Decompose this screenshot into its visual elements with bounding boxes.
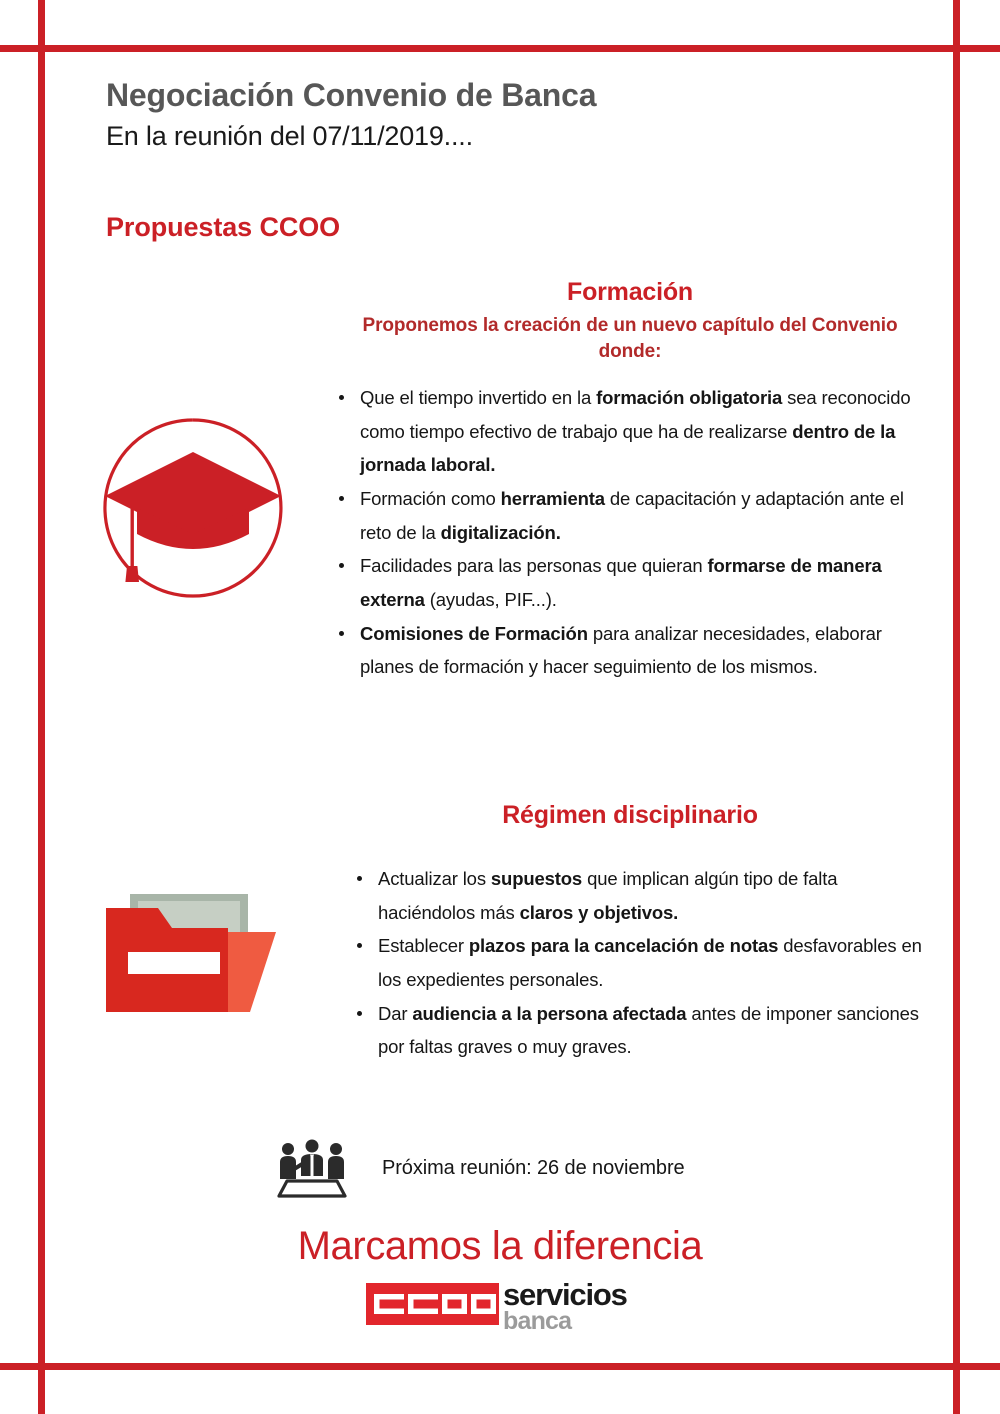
logo-wordmark [503, 1277, 653, 1336]
ccoo-logo-mark [366, 1283, 499, 1325]
formacion-subheading: Proponemos la creación de un nuevo capítulo del Convenio donde: [362, 315, 898, 362]
list-item: Facilidades para las personas que quieran formarse de manera externa (ayudas, PIF...). [334, 549, 934, 616]
page-subtitle: En la reunión del 07/11/2019.... [106, 120, 473, 151]
list-item: Formación como herramienta de capacitación y adaptación ante el reto de la digitalización. [334, 482, 934, 549]
page-title: Negociación Convenio de Banca [106, 77, 597, 113]
header-block [106, 78, 866, 152]
ccoo-servicios-banca-logo [366, 1277, 646, 1337]
next-meeting-text: Próxima reunión: 26 de noviembre [382, 1157, 685, 1179]
regimen-heading: Régimen disciplinario [502, 801, 758, 829]
formacion-heading: Formación [567, 278, 693, 306]
list-item: Actualizar los supuestos que implican algún tipo de falta haciéndolos más claros y objetivos. [352, 862, 922, 929]
logo-servicios-text: servicios [503, 1277, 627, 1312]
list-item: Comisiones de Formación para analizar necesidades, elaborar planes de formación y hacer seguimiento de los mismos. [334, 617, 934, 684]
section-kicker: Propuestas CCOO [106, 212, 341, 242]
list-item: Que el tiempo invertido en la formación obligatoria sea reconocido como tiempo efectivo de trabajo que ha de realizarse dentro de la jornada laboral. [334, 381, 934, 482]
folder-icon [98, 884, 288, 1024]
formacion-bullet-list [334, 381, 934, 684]
list-item: Establecer plazos para la cancelación de notas desfavorables en los expedientes personales. [352, 929, 922, 996]
meeting-people-icon [277, 1138, 347, 1200]
regimen-bullet-list [352, 862, 922, 1064]
logo-banca-text: banca [503, 1307, 572, 1336]
tagline: Marcamos la diferencia [297, 1224, 703, 1268]
graduation-cap-icon [99, 414, 287, 602]
list-item: Dar audiencia a la persona afectada antes de imponer sanciones por faltas graves o muy graves. [352, 997, 922, 1064]
